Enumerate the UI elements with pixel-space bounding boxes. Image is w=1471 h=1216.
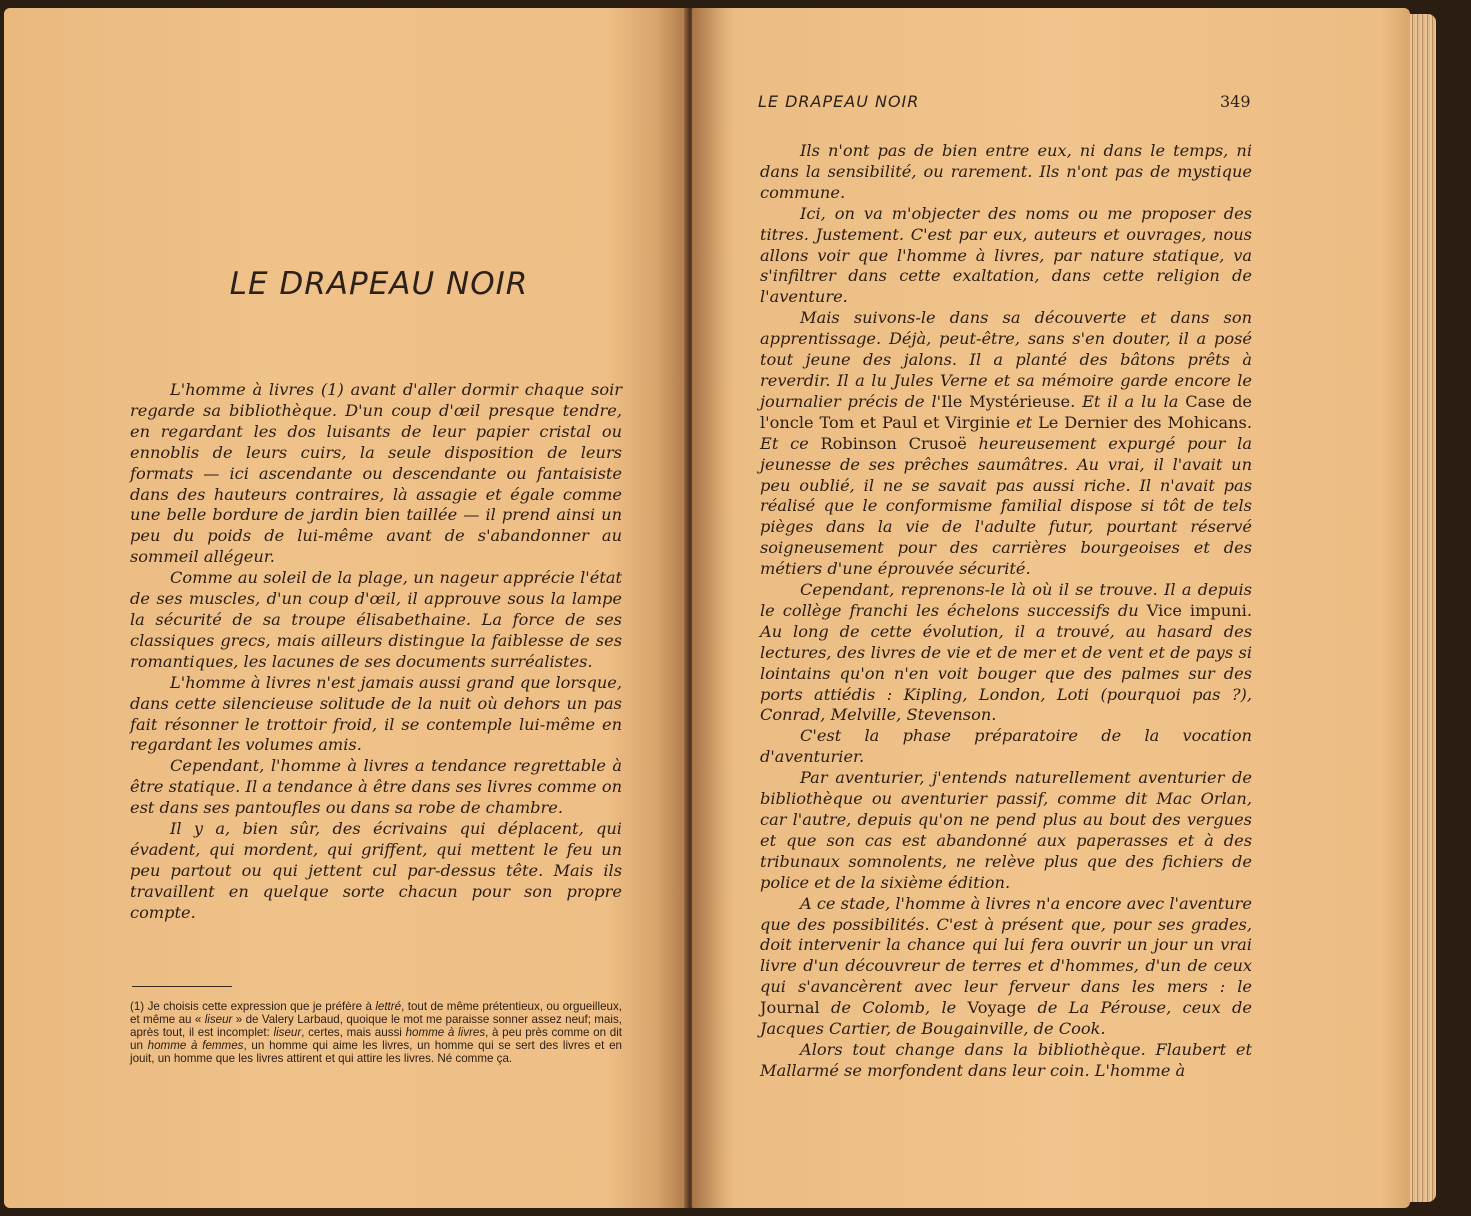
- book-title: Vice impuni: [1146, 600, 1247, 620]
- footnote: [130, 1000, 622, 1065]
- paragraph: [760, 308, 1252, 580]
- footnote-italic: liseur: [204, 1013, 233, 1026]
- right-page-fold-shadow: [692, 8, 722, 1208]
- book-title: Journal: [760, 998, 820, 1018]
- footnote-text: (1) Je choisis cette expression que je préfère à: [130, 1000, 376, 1013]
- text-run: et: [854, 412, 882, 432]
- footnote-text: » de Valery Larbaud, quoique le mot me paraisse sonner assez neuf; mais, après tout, il est incomplet:: [130, 1013, 622, 1039]
- text-run: A ce stade, l'homme à livres n'a encore avec l'aventure que des possibilités. C'est à présent que, pour ses grades, doit intervenir la chance qui lui fera ouvrir un jour un vrai livre d'un découvreur de terres et d'hommes, d'un de ceux qui s'avancèrent avec leur ferveur dans les mers : le: [760, 893, 1252, 997]
- right-page: [692, 8, 1410, 1208]
- book-title: Paul et Virginie: [881, 412, 1011, 432]
- paragraph: Cependant, l'homme à livres a tendance regrettable à être statique. Il a tendance à être dans ses livres comme on est dans ses pantoufles ou dans sa robe de chambre.: [130, 756, 622, 818]
- text-run: . Au long de cette évolution, il a trouvé, au hasard des lectures, des livres de vie et de mer et de vent et de pays si lointains qu'on n'en voit bouger que des palmes sur des ports attiédis : Kipling, London, Loti (pourquoi pas ?), Conrad, Melville, Stevenson.: [760, 600, 1252, 725]
- footnote-text: , certes, mais aussi: [301, 1026, 406, 1039]
- paragraph: Par aventurier, j'entends naturellement aventurier de bibliothèque ou aventurier passif, comme dit Mac Orlan, car l'autre, depuis qu'on ne pend plus au bout des vergues et que son cas est abandonné aux paperasses et à des tribunaux somnolents, ne relève plus que des fichiers de police et de la sixième édition.: [760, 768, 1252, 892]
- page-number: 349: [1220, 92, 1251, 111]
- chapter-title: LE DRAPEAU NOIR: [229, 266, 529, 302]
- paragraph: Ici, on va m'objecter des noms ou me proposer des titres. Justement. C'est par eux, auteurs et ouvrages, nous allons voir que l'homme à livres, par nature statique, va s'infiltrer dans cette exaltation, dans cette religion de l'aventure.: [760, 203, 1252, 307]
- book-title: Le Dernier des Mohicans: [1038, 412, 1247, 432]
- left-page: [4, 8, 688, 1208]
- footnote-text: , un homme qui aime les livres, un homme qui se sert des livres et en jouit, un homme que les livres attirent et qui attire les livres. Né comme ça.: [130, 1039, 622, 1065]
- paragraph: Il y a, bien sûr, des écrivains qui déplacent, qui évadent, qui mordent, qui griffent, qui mettent le feu un peu partout ou qui jettent cul par-dessus tête. Mais ils travaillent en quelque sorte chacun pour son propre compte.: [130, 819, 622, 922]
- footnote-italic: lettré: [375, 1000, 402, 1013]
- text-run: Mais suivons-le dans sa découverte et dans son apprentissage. Déjà, peut-être, sans s'en douter, il a posé tout jeune des jalons. Il a planté des bâtons prêts à reverdir. Il a lu Jules Verne et sa mémoire garde encore le journalier précis de l': [760, 308, 1252, 411]
- paragraph: Comme au soleil de la plage, un nageur apprécie l'état de ses muscles, d'un coup d'œil, il approuve sous la lampe la sécurité de sa troupe élisabethaine. La force de ses classiques grecs, mais ailleurs distingue la faiblesse de ses romantiques, les lacunes de ses documents surréalistes.: [130, 568, 622, 671]
- text-run: et: [1010, 412, 1039, 432]
- footnote-italic: liseur: [273, 1026, 302, 1039]
- footnote-text: , tout de même prétentieux, ou orgueilleux, et même au «: [130, 1000, 622, 1026]
- footnote-rule: [132, 986, 232, 987]
- paragraph: Alors tout change dans la bibliothèque. Flaubert et Mallarmé se morfondent dans leur coin. L'homme à: [760, 1039, 1252, 1080]
- left-page-body: [130, 380, 622, 924]
- paragraph: L'homme à livres n'est jamais aussi grand que lorsque, dans cette silencieuse solitude de la nuit où dehors un pas fait résonner le trottoir froid, il se contemple lui-même en regardant les volumes amis.: [130, 672, 622, 755]
- footnote-text: , à peu près comme on dit un: [130, 1026, 623, 1052]
- book-title: Case de l'oncle Tom: [760, 391, 1253, 432]
- paragraph: C'est la phase préparatoire de la vocation d'aventurier.: [760, 726, 1252, 767]
- book-title: Robinson Crusoë: [820, 433, 967, 453]
- footnote-italic: homme à femmes: [147, 1039, 244, 1052]
- footnote-italic: homme à livres: [405, 1026, 486, 1039]
- text-run: de Colomb, le: [819, 998, 968, 1018]
- paragraph: [760, 580, 1252, 726]
- text-run: heureusement expurgé pour la jeunesse de ses prêches saumâtres. Au vrai, il l'avait un peu oublié, il ne se savait pas aussi riche. Il n'avait pas réalisé que le conformisme familial dispose si tôt de tels pièges dans la vie de l'adulte futur, pourtant réservé soigneusement pour des carrières bourgeoises et des métiers d'une éprouvée sécurité.: [760, 433, 1252, 579]
- book-title: Voyage: [967, 998, 1027, 1018]
- paragraph: Ils n'ont pas de bien entre eux, ni dans le temps, ni dans la sensibilité, ou rarement. Ils n'ont pas de mystique commune.: [760, 141, 1252, 202]
- text-run: . Et ce: [760, 412, 1252, 453]
- paragraph: L'homme à livres (1) avant d'aller dormir chaque soir regarde sa bibliothèque. D'un coup d'œil presque tendre, en regardant les dos luisants de leur papier cristal ou ennoblis de leurs cuirs, la seule disposition de leurs formats — ici ascendante ou descendante ou fantaisiste dans des hauteurs contraires, là assagie et égale comme une belle bordure de jardin bien taillée — il prend ainsi un peu du poids de lui-même avant de s'abandonner au sommeil allégeur.: [130, 380, 622, 567]
- running-head: LE DRAPEAU NOIR: [758, 92, 920, 111]
- text-run: . Et il a lu la: [1070, 391, 1186, 411]
- text-run: Cependant, reprenons-le là où il se trouve. Il a depuis le collège franchi les échelons successifs du: [760, 580, 1252, 620]
- text-run: de La Pérouse, ceux de Jacques Cartier, de Bougainville, de Cook.: [760, 998, 1252, 1039]
- book-title: Ile Mystérieuse: [941, 391, 1071, 411]
- right-page-body: [760, 141, 1252, 1082]
- paragraph: [760, 894, 1252, 1040]
